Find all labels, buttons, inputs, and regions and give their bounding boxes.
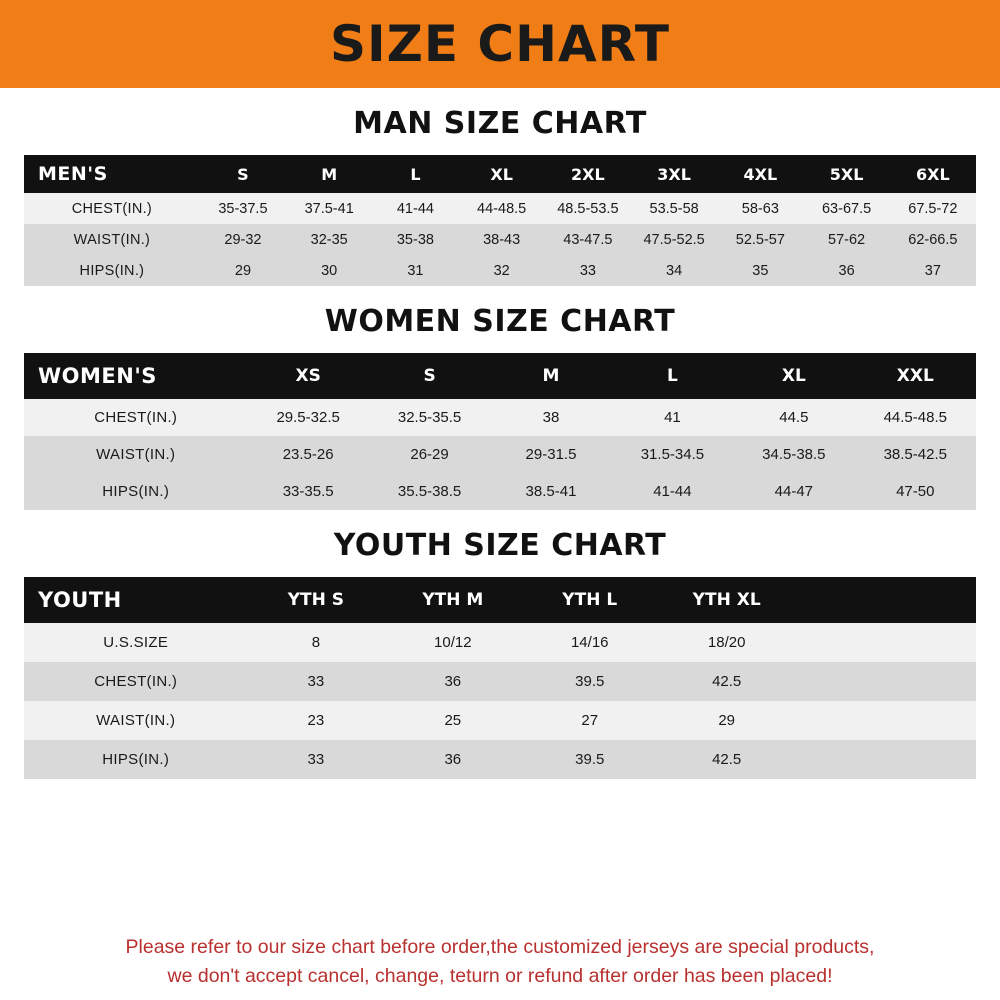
column-header: 6XL	[890, 155, 976, 193]
cell: 39.5	[521, 662, 658, 701]
cell: 62-66.5	[890, 224, 976, 255]
column-header: S	[369, 353, 490, 399]
cell: 27	[521, 701, 658, 740]
cell: 18/20	[658, 623, 795, 662]
column-header: 3XL	[631, 155, 717, 193]
row-label: HIPS(IN.)	[24, 255, 200, 286]
cell: 35	[717, 255, 803, 286]
table-row	[24, 436, 976, 473]
cell: 33	[247, 662, 384, 701]
cell: 39.5	[521, 740, 658, 779]
section-youth	[24, 528, 976, 779]
cell: 37	[890, 255, 976, 286]
cell: 58-63	[717, 193, 803, 224]
column-header: YTH M	[384, 577, 521, 623]
cell: 29	[658, 701, 795, 740]
column-header: S	[200, 155, 286, 193]
cell: 35-37.5	[200, 193, 286, 224]
row-label: WAIST(IN.)	[24, 436, 247, 473]
cell: 33	[545, 255, 631, 286]
table-row	[24, 623, 976, 662]
cell-spacer	[795, 662, 976, 701]
cell: 36	[803, 255, 889, 286]
table-row	[24, 701, 976, 740]
cell: 30	[286, 255, 372, 286]
cell: 41-44	[612, 473, 733, 510]
footer-note	[0, 919, 1000, 1000]
women-size-table	[24, 353, 976, 510]
table-header-row	[24, 353, 976, 399]
table-header-row	[24, 155, 976, 193]
cell: 38-43	[459, 224, 545, 255]
cell: 44.5-48.5	[855, 399, 976, 436]
cell-spacer	[795, 740, 976, 779]
cell: 38	[490, 399, 611, 436]
row-label: U.S.SIZE	[24, 623, 247, 662]
table-row	[24, 193, 976, 224]
footer-note-line-1: Please refer to our size chart before order,the customized jerseys are special products,	[125, 936, 875, 959]
cell: 63-67.5	[803, 193, 889, 224]
row-label: CHEST(IN.)	[24, 399, 247, 436]
cell: 36	[384, 740, 521, 779]
column-header: MEN'S	[24, 155, 200, 193]
cell: 8	[247, 623, 384, 662]
row-label: CHEST(IN.)	[24, 662, 247, 701]
cell: 29.5-32.5	[247, 399, 368, 436]
cell: 36	[384, 662, 521, 701]
cell: 29-32	[200, 224, 286, 255]
cell: 33-35.5	[247, 473, 368, 510]
table-row	[24, 255, 976, 286]
table-row	[24, 399, 976, 436]
row-label: CHEST(IN.)	[24, 193, 200, 224]
column-header: YTH XL	[658, 577, 795, 623]
man-size-table	[24, 155, 976, 286]
content-area	[0, 88, 1000, 919]
cell: 32.5-35.5	[369, 399, 490, 436]
row-label: WAIST(IN.)	[24, 224, 200, 255]
section-title-man: MAN SIZE CHART	[353, 106, 647, 141]
section-title-youth: YOUTH SIZE CHART	[333, 528, 667, 563]
cell: 23	[247, 701, 384, 740]
cell: 31.5-34.5	[612, 436, 733, 473]
page-banner	[0, 0, 1000, 88]
column-header: WOMEN'S	[24, 353, 247, 399]
cell: 23.5-26	[247, 436, 368, 473]
section-man	[24, 106, 976, 286]
cell: 38.5-41	[490, 473, 611, 510]
cell: 47-50	[855, 473, 976, 510]
cell: 29-31.5	[490, 436, 611, 473]
row-label: HIPS(IN.)	[24, 740, 247, 779]
cell: 34.5-38.5	[733, 436, 854, 473]
cell-spacer	[795, 623, 976, 662]
cell: 41	[612, 399, 733, 436]
column-header: 4XL	[717, 155, 803, 193]
column-header: XS	[247, 353, 368, 399]
cell: 47.5-52.5	[631, 224, 717, 255]
section-title-women: WOMEN SIZE CHART	[324, 304, 676, 339]
cell-spacer	[795, 701, 976, 740]
cell: 32	[459, 255, 545, 286]
cell: 26-29	[369, 436, 490, 473]
cell: 35.5-38.5	[369, 473, 490, 510]
cell: 38.5-42.5	[855, 436, 976, 473]
cell: 44-47	[733, 473, 854, 510]
column-header: L	[372, 155, 458, 193]
cell: 14/16	[521, 623, 658, 662]
row-label: HIPS(IN.)	[24, 473, 247, 510]
table-row	[24, 224, 976, 255]
page-title: SIZE CHART	[329, 15, 671, 73]
table-row	[24, 662, 976, 701]
cell: 48.5-53.5	[545, 193, 631, 224]
cell: 41-44	[372, 193, 458, 224]
cell: 25	[384, 701, 521, 740]
cell: 42.5	[658, 662, 795, 701]
column-header: L	[612, 353, 733, 399]
youth-size-table	[24, 577, 976, 779]
cell: 33	[247, 740, 384, 779]
cell: 32-35	[286, 224, 372, 255]
column-header: 2XL	[545, 155, 631, 193]
cell: 44.5	[733, 399, 854, 436]
cell: 31	[372, 255, 458, 286]
table-header-row	[24, 577, 976, 623]
cell: 10/12	[384, 623, 521, 662]
cell: 42.5	[658, 740, 795, 779]
table-row	[24, 740, 976, 779]
column-header: YTH S	[247, 577, 384, 623]
column-header-spacer	[795, 577, 976, 623]
cell: 67.5-72	[890, 193, 976, 224]
footer-note-line-2: we don't accept cancel, change, teturn or refund after order has been placed!	[167, 964, 833, 987]
cell: 29	[200, 255, 286, 286]
column-header: 5XL	[803, 155, 889, 193]
cell: 57-62	[803, 224, 889, 255]
cell: 53.5-58	[631, 193, 717, 224]
cell: 44-48.5	[459, 193, 545, 224]
column-header: M	[286, 155, 372, 193]
column-header: YOUTH	[24, 577, 247, 623]
row-label: WAIST(IN.)	[24, 701, 247, 740]
cell: 35-38	[372, 224, 458, 255]
table-row	[24, 473, 976, 510]
column-header: XL	[459, 155, 545, 193]
cell: 52.5-57	[717, 224, 803, 255]
column-header: YTH L	[521, 577, 658, 623]
column-header: M	[490, 353, 611, 399]
column-header: XXL	[855, 353, 976, 399]
section-women	[24, 304, 976, 510]
cell: 34	[631, 255, 717, 286]
cell: 43-47.5	[545, 224, 631, 255]
cell: 37.5-41	[286, 193, 372, 224]
column-header: XL	[733, 353, 854, 399]
